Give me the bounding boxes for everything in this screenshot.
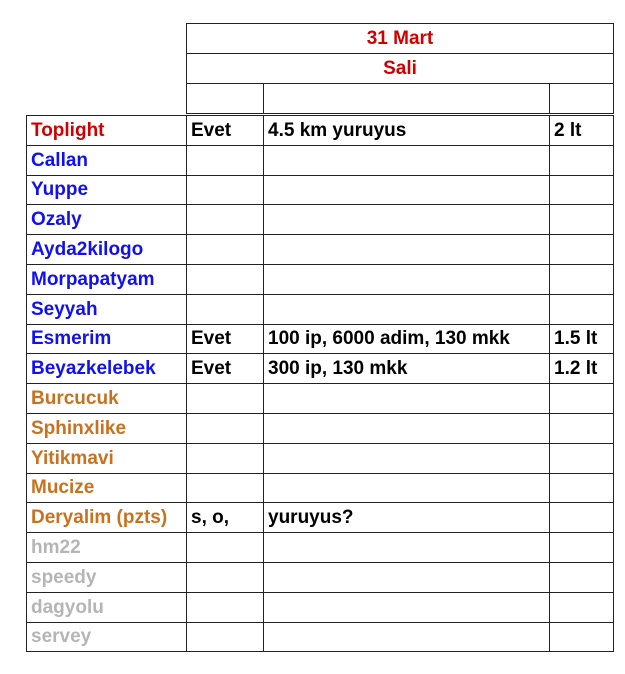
status-cell[interactable]	[187, 592, 264, 622]
date-header	[186, 23, 614, 114]
water-cell[interactable]	[550, 235, 614, 265]
water-cell[interactable]	[550, 443, 614, 473]
table-row	[27, 205, 614, 235]
participant-name[interactable]: Yitikmavi	[27, 443, 187, 473]
water-cell[interactable]: 2 lt	[550, 116, 614, 146]
table-row	[27, 413, 614, 443]
water-cell[interactable]: 1.2 lt	[550, 354, 614, 384]
activity-cell[interactable]	[264, 205, 550, 235]
date-cell: 31 Mart	[187, 24, 614, 54]
activity-cell[interactable]	[264, 264, 550, 294]
participant-name[interactable]: Ayda2kilogo	[27, 235, 187, 265]
status-cell[interactable]	[187, 235, 264, 265]
table-row	[27, 592, 614, 622]
table-row	[27, 294, 614, 324]
water-cell[interactable]	[550, 145, 614, 175]
participant-name[interactable]: Sphinxlike	[27, 413, 187, 443]
participant-name[interactable]: Ozaly	[27, 205, 187, 235]
participant-name[interactable]: Seyyah	[27, 294, 187, 324]
status-cell[interactable]: Evet	[187, 116, 264, 146]
table-row	[27, 384, 614, 414]
activity-cell[interactable]	[264, 622, 550, 652]
table-row	[27, 562, 614, 592]
water-cell[interactable]	[550, 264, 614, 294]
water-cell[interactable]	[550, 413, 614, 443]
activity-cell[interactable]	[264, 175, 550, 205]
activity-cell[interactable]	[264, 294, 550, 324]
activity-cell[interactable]	[264, 443, 550, 473]
participant-name[interactable]: Esmerim	[27, 324, 187, 354]
status-cell[interactable]	[187, 384, 264, 414]
status-cell[interactable]	[187, 145, 264, 175]
table-row	[27, 116, 614, 146]
status-cell[interactable]	[187, 473, 264, 503]
activity-cell[interactable]: 100 ip, 6000 adim, 130 mkk	[264, 324, 550, 354]
status-cell[interactable]	[187, 562, 264, 592]
water-cell[interactable]	[550, 205, 614, 235]
participant-name[interactable]: dagyolu	[27, 592, 187, 622]
participant-name[interactable]: Morpapatyam	[27, 264, 187, 294]
status-cell[interactable]: Evet	[187, 354, 264, 384]
participants-table	[26, 115, 614, 652]
status-cell[interactable]	[187, 294, 264, 324]
activity-cell[interactable]	[264, 145, 550, 175]
empty-cell	[264, 84, 550, 114]
water-cell[interactable]	[550, 473, 614, 503]
participant-name[interactable]: Mucize	[27, 473, 187, 503]
day-cell: Sali	[187, 54, 614, 84]
status-cell[interactable]	[187, 622, 264, 652]
participant-name[interactable]: speedy	[27, 562, 187, 592]
water-cell[interactable]: 1.5 lt	[550, 324, 614, 354]
water-cell[interactable]	[550, 592, 614, 622]
table-row	[27, 145, 614, 175]
status-cell[interactable]: s, o,	[187, 503, 264, 533]
participant-name[interactable]: servey	[27, 622, 187, 652]
empty-cell	[187, 84, 264, 114]
water-cell[interactable]	[550, 294, 614, 324]
table-row	[27, 175, 614, 205]
water-cell[interactable]	[550, 175, 614, 205]
status-cell[interactable]	[187, 413, 264, 443]
participant-name[interactable]: Deryalim (pzts)	[27, 503, 187, 533]
participant-name[interactable]: Toplight	[27, 116, 187, 146]
table-row	[27, 354, 614, 384]
table-row	[27, 503, 614, 533]
empty-cell	[550, 84, 614, 114]
table-row	[27, 473, 614, 503]
participant-name[interactable]: hm22	[27, 533, 187, 563]
status-cell[interactable]	[187, 175, 264, 205]
status-cell[interactable]	[187, 205, 264, 235]
activity-cell[interactable]	[264, 235, 550, 265]
activity-cell[interactable]	[264, 533, 550, 563]
activity-cell[interactable]	[264, 562, 550, 592]
status-cell[interactable]	[187, 443, 264, 473]
status-cell[interactable]	[187, 264, 264, 294]
participant-name[interactable]: Callan	[27, 145, 187, 175]
water-cell[interactable]	[550, 622, 614, 652]
water-cell[interactable]	[550, 503, 614, 533]
table-row	[27, 235, 614, 265]
table-row	[27, 533, 614, 563]
table-row	[27, 622, 614, 652]
table-row	[27, 443, 614, 473]
activity-cell[interactable]	[264, 473, 550, 503]
participant-name[interactable]: Burcucuk	[27, 384, 187, 414]
activity-cell[interactable]	[264, 384, 550, 414]
table-row	[27, 324, 614, 354]
water-cell[interactable]	[550, 562, 614, 592]
participant-name[interactable]: Beyazkelebek	[27, 354, 187, 384]
activity-cell[interactable]: yuruyus?	[264, 503, 550, 533]
activity-cell[interactable]: 300 ip, 130 mkk	[264, 354, 550, 384]
table-row	[27, 264, 614, 294]
water-cell[interactable]	[550, 384, 614, 414]
activity-cell[interactable]: 4.5 km yuruyus	[264, 116, 550, 146]
status-cell[interactable]	[187, 533, 264, 563]
water-cell[interactable]	[550, 533, 614, 563]
activity-cell[interactable]	[264, 413, 550, 443]
participant-name[interactable]: Yuppe	[27, 175, 187, 205]
activity-cell[interactable]	[264, 592, 550, 622]
status-cell[interactable]: Evet	[187, 324, 264, 354]
